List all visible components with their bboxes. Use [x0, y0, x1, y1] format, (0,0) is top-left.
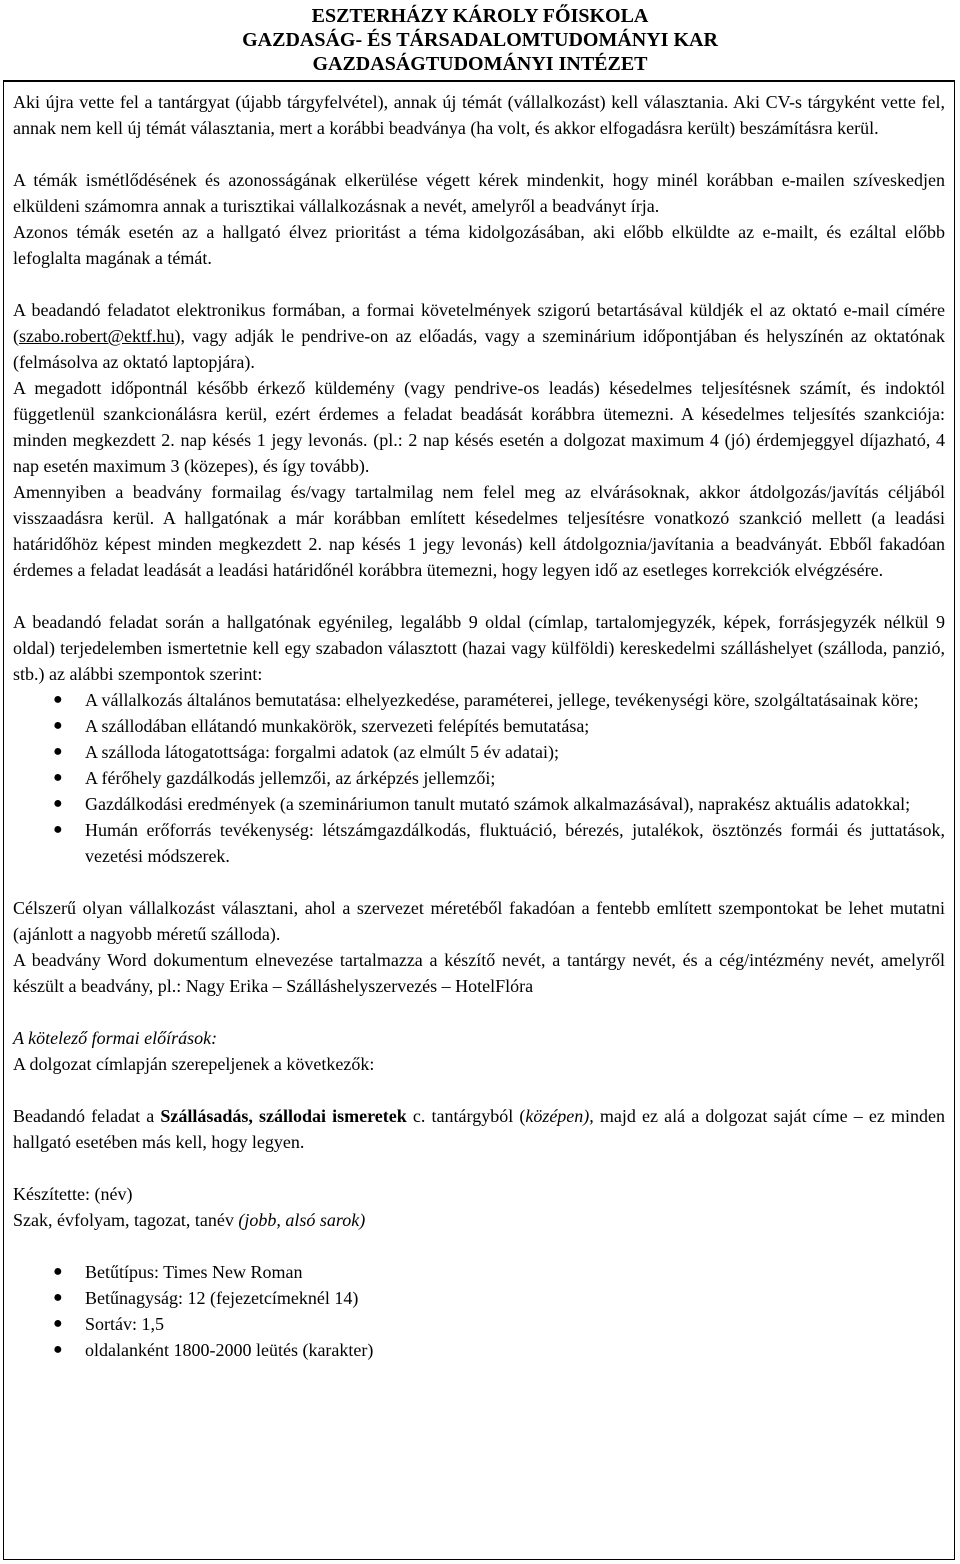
bullet-icon: ●	[53, 743, 63, 760]
paragraph-cover-page: A dolgozat címlapján szerepeljenek a következők:	[13, 1054, 375, 1074]
paragraph-topic-priority: Azonos témák esetén az a hallgató élvez prioritást a téma kidolgozásában, aki előbb elküldte az e-mailt, és ezáltal előbb lefoglalta magának a témát.	[13, 222, 945, 268]
bullet-icon: ●	[53, 691, 63, 708]
criteria-list	[13, 687, 945, 869]
institution-name: ESZTERHÁZY KÁROLY FŐISKOLA	[311, 5, 649, 27]
bullet-icon: ●	[53, 1289, 63, 1306]
bullet-icon: ●	[53, 821, 63, 838]
list-item: ● Betűtípus: Times New Roman	[13, 1259, 945, 1285]
bullet-icon: ●	[53, 795, 63, 812]
document-header	[0, 0, 960, 76]
list-item: ● A szállodában ellátandó munkakörök, szervezeti felépítés bemutatása;	[13, 713, 945, 739]
paragraph-recommendation: Célszerű olyan vállalkozást választani, ahol a szervezet méretéből fakadóan a fentebb említett szempontokat be lehet mutatni (ajánlott a nagyobb méretű szálloda).	[13, 898, 945, 944]
formal-requirements-heading: A kötelező formai előírások:	[13, 1028, 218, 1048]
paragraph-late-submission: A megadott időpontnál később érkező küldemény (vagy pendrive-os leadás) késedelmes teljesítésnek számít, és indoktól függetlenül szankcionálásra kerül, ezért érdemes a feladat beadását korábbra ütemezni. A késedelmes teljesítés szankciója: minden megkezdett 2. nap késés 1 jegy levonás. (pl.: 2 nap késés esetén a dolgozat maximum 4 (jó) érdemjeggyel díjazható, 4 nap esetén maximum 3 (közepes), és így tovább).	[13, 378, 945, 476]
paragraph-course-info: Szak, évfolyam, tagozat, tanév (jobb, alsó sarok)	[13, 1210, 366, 1230]
bullet-icon: ●	[53, 717, 63, 734]
paragraph-file-naming: A beadvány Word dokumentum elnevezése tartalmazza a készítő nevét, a tantárgy nevét, és a cég/intézmény nevét, amelyről készült a beadvány, pl.: Nagy Erika – Szálláshelyszervezés – HotelFlóra	[13, 950, 945, 996]
paragraph-cover-title: Beadandó feladat a Szállásadás, szállodai ismeretek c. tantárgyból (középen), majd ez alá a dolgozat saját címe – ez minden hallgató esetében más kell, hogy legyen.	[13, 1106, 945, 1152]
list-item: ● A vállalkozás általános bemutatása: elhelyezkedése, paraméterei, jellege, tevékenységi köre, szolgáltatásainak köre;	[13, 687, 945, 713]
paragraph-revision: Amennyiben a beadvány formailag és/vagy tartalmilag nem felel meg az elvárásoknak, akkor átdolgozás/javítás céljából visszaadásra kerül. A hallgatónak a már korábban említett késedelmes teljesítésre vonatkozó szankció mellett (a leadási határidőhöz képest minden megkezdett 2. nap késés 1 jegy levonás) kell átdolgoznia/javítania a beadványát. Ebből fakadóan érdemes a feladat leadását a leadási határidőnél korábbra ütemezni, hogy legyen idő az esetleges korrekciók elvégzésére.	[13, 482, 945, 580]
bullet-icon: ●	[53, 1315, 63, 1332]
list-item: ● Sortáv: 1,5	[13, 1311, 945, 1337]
list-item: ● Gazdálkodási eredmények (a szemináriumon tanult mutató számok alkalmazásával), naprakész aktuális adatokkal;	[13, 791, 945, 817]
institute-name: GAZDASÁGTUDOMÁNYI INTÉZET	[312, 53, 648, 75]
paragraph-submission: A beadandó feladatot elektronikus formában, a formai követelmények szigorú betartásával küldjék el az oktató e-mail címére (szabo.robert@ektf.hu), vagy adják le pendrive-on az előadás, vagy a szeminárium időpontjában és helyszínén az oktatónak (felmásolva az oktató laptopjára).	[13, 300, 945, 372]
list-item: ● A férőhely gazdálkodás jellemzői, az árképzés jellemzői;	[13, 765, 945, 791]
list-item: ● oldalanként 1800-2000 leütés (karakter)	[13, 1337, 945, 1363]
formatting-list	[13, 1259, 945, 1363]
list-item: ● Betűnagyság: 12 (fejezetcímeknél 14)	[13, 1285, 945, 1311]
bullet-icon: ●	[53, 769, 63, 786]
email-link[interactable]: szabo.robert@ektf.hu	[19, 326, 175, 346]
bullet-icon: ●	[53, 1341, 63, 1358]
paragraph-author: Készítette: (név)	[13, 1184, 133, 1204]
document-body-frame	[3, 80, 955, 1560]
paragraph-retake: Aki újra vette fel a tantárgyat (újabb tárgyfelvétel), annak új témát (vállalkozást) kell választania. Aki CV-s tárgyként vette fel, annak nem kell új témát választania, mert a korábbi beadványa (ha volt, és akkor elfogadásra került) beszámításra kerül.	[13, 92, 945, 138]
bullet-icon: ●	[53, 1263, 63, 1280]
paragraph-task-description: A beadandó feladat során a hallgatónak egyénileg, legalább 9 oldal (címlap, tartalomjegyzék, képek, forrásjegyzék nélkül 9 oldal) terjedelemben ismertetnie kell egy szabadon választott (hazai vagy külföldi) kereskedelmi szálláshelyet (szálloda, panzió, stb.) az alábbi szempontok szerint:	[13, 612, 945, 684]
paragraph-topic-duplication: A témák ismétlődésének és azonosságának elkerülése végett kérek mindenkit, hogy minél korábban e-mailen szíveskedjen elküldeni számomra annak a turisztikai vállalkozásnak a nevét, amelyről a beadványt írja.	[13, 170, 945, 216]
list-item: ● Humán erőforrás tevékenység: létszámgazdálkodás, fluktuáció, bérezés, jutalékok, ösztönzés formái és juttatások, vezetési módszerek.	[13, 817, 945, 869]
faculty-name: GAZDASÁG- ÉS TÁRSADALOMTUDOMÁNYI KAR	[242, 29, 718, 51]
list-item: ● A szálloda látogatottsága: forgalmi adatok (az elmúlt 5 év adatai);	[13, 739, 945, 765]
